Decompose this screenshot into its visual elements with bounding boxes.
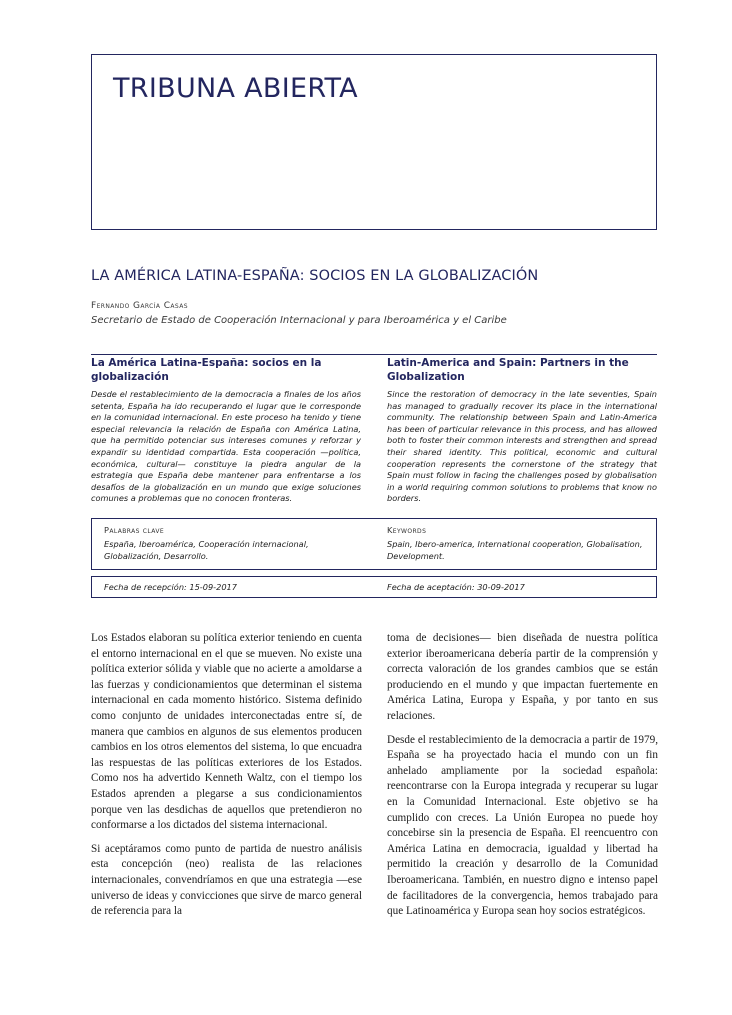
body-paragraph: Los Estados elaboran su política exterior teniendo en cuenta el entorno internacional en el que se mueven. No existe una política exterior sólida y viable que no acierte a amoldarse a las fuerzas y condicionamientos que determinan el sistema internacional en cada momento histórico. Sistema definido como conjunto de unidades interconectadas entre sí, de manera que cambios en algunos de sus elementos producen cambios en los otros elementos del sistema, lo que encuadra las respuestas de las políticas exteriores de los Estados. Como nos ha advertido Kenneth Waltz, con el tiempo los Estados aprenden a plegarse a sus condicionamientos porque ven las desdichas de aquellos que pretendieron no conformarse a los dictados del sistema internacional. [91, 632, 362, 832]
abstract-spanish-text: Desde el restablecimiento de la democracia a finales de los años setenta, España ha ido recuperando el lugar que le corresponde en la comunidad internacional. En este proceso ha tenido y tiene especial relevancia la relación de España con América Latina, que ha permitido potenciar sus intereses comunes y reforzar y expandir su identidad compartida. Esta cooperación —política, económica, cultural— constituye la piedra angular de la estrategia que España debe mantener para enfrentarse a los desafíos de la globalización en un mundo que exige soluciones comunes a problemas que no conocen fronteras. [91, 389, 361, 504]
abstract-top-rule [91, 354, 657, 355]
keywords-english-label: Keywords [387, 525, 427, 535]
article-title: LA AMÉRICA LATINA-ESPAÑA: SOCIOS EN LA GLOBALIZACIÓN [91, 268, 539, 284]
body-column-left [91, 631, 362, 928]
received-date: Fecha de recepción: 15-09-2017 [104, 582, 237, 592]
section-title: TRIBUNA ABIERTA [113, 73, 358, 104]
abstract-english [387, 356, 657, 505]
keywords-english-text: Spain, Ibero-america, International cooperation, Globalisation, Development. [387, 539, 643, 561]
keywords-english [387, 525, 649, 562]
author-affiliation: Secretario de Estado de Cooperación Internacional y para Iberoamérica y el Caribe [91, 315, 507, 326]
author-name: Fernando García Casas [91, 301, 188, 311]
abstract-english-text: Since the restoration of democracy in the late seventies, Spain has managed to gradually recover its place in the international community. The relationship between Spain and Latin-America has been of particular relevance in this process, and has allowed both to foster their common interests and strengthen and spread their shared identity. This political, economic and cultural cooperation represents the cornerstone of the strategy that Spain must follow in facing the challenges posed by globalisation in a world requiring common solutions to problems that know no borders. [387, 389, 657, 504]
accepted-date: Fecha de aceptación: 30-09-2017 [387, 582, 525, 592]
body-paragraph: toma de decisiones— bien diseñada de nuestra política exterior iberoamericana debería partir de la comprensión y correcta valoración de los grandes cambios que se están produciendo en el mundo y que impactan fuertemente en América Latina, Europa y España, y por tanto en sus relaciones. [387, 632, 658, 722]
section-header-box [91, 54, 657, 230]
dates-box [91, 576, 657, 598]
keywords-spanish-text: España, Iberoamérica, Cooperación internacional, Globalización, Desarrollo. [104, 539, 309, 561]
abstract-english-heading: Latin-America and Spain: Partners in the Globalization [387, 357, 629, 383]
keywords-spanish-label: Palabras clave [104, 525, 165, 535]
abstract-spanish [91, 356, 361, 505]
body-paragraph: Si aceptáramos como punto de partida de nuestro análisis esta concepción (neo) realista de las relaciones internacionales, convendríamos en que una estrategia —ese universo de ideas y convicciones que sirve de marco general de referencia para la [91, 842, 362, 918]
body-column-right [387, 631, 658, 928]
abstract-spanish-heading: La América Latina-España: socios en la globalización [91, 357, 322, 383]
keywords-box [91, 518, 657, 570]
keywords-spanish [104, 525, 366, 562]
body-paragraph: Desde el restablecimiento de la democracia a partir de 1979, España se ha proyectado hacia el mundo con un fin anhelado ampliamente por la sociedad española: reencontrarse con la Europa integrada y recuperar su lugar en la Comunidad Internacional. Este objetivo se ha cumplido con creces. La Unión Europea no puede hoy concebirse sin la presencia de España. El reencuentro con América Latina en democracia, igualdad y libertad ha permitido la creación y desarrollo de la Comunidad Iberoamericana. También, en nuestro digno e intenso papel de facilitadores de la convergencia, hemos trabajado para que Latinoamérica y Europa sean hoy socios estratégicos. [387, 733, 658, 918]
